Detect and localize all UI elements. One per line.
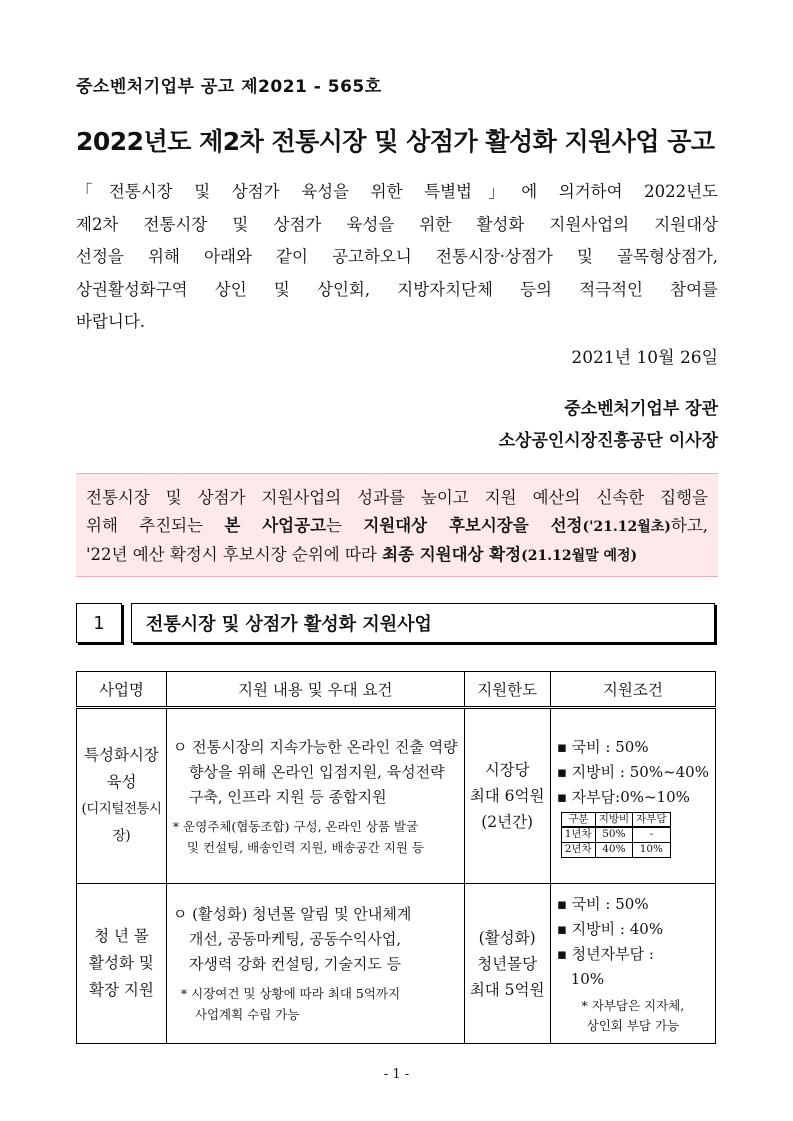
intro-line: 상권활성화구역 상인 및 상인회, 지방자치단체 등의 적극적인 참여를 [76, 279, 718, 299]
intro-line: 바랍니다. [76, 312, 146, 331]
highlight-notice-box [76, 473, 718, 577]
highlight-line: 전통시장 및 상점가 지원사업의 성과를 높이고 지원 예산의 신속한 집행을 [86, 488, 708, 507]
content-line: 자생력 강화 컨설팅, 기술지도 등 [188, 955, 402, 973]
content-note-line: 및 컨설팅, 배송인력 지원, 배송공간 지원 등 [186, 839, 424, 855]
program-name-cell [77, 708, 167, 884]
cost-share-mini-table [561, 812, 671, 858]
intro-line: 선정을 위해 아래와 같이 공고하오니 전통시장·상점가 및 골목형상점가, [76, 247, 718, 266]
highlight-text: '22년 예산 확정시 후보시장 순위에 따라 [86, 545, 383, 564]
condition-note-line: 상인회 부담 가능 [586, 1017, 680, 1033]
mini-cell: 2년차 [561, 842, 595, 857]
limit-line: (활성화) [478, 928, 536, 947]
section-number: 1 [76, 603, 122, 643]
limit-line: 최대 5억원 [469, 980, 545, 999]
highlight-bold-text: 본 사업공고 [224, 516, 327, 535]
header-content: 지원 내용 및 우대 요건 [166, 672, 464, 708]
condition-line: ▪ 국비 : 50% [556, 737, 649, 756]
table-row [77, 884, 716, 1044]
content-note-line: * 시장여건 및 상황에 따라 최대 5억까지 [180, 986, 401, 1001]
limit-line: 청년몰당 [477, 954, 538, 973]
support-program-table [76, 671, 716, 1044]
program-conditions-cell [550, 884, 715, 1044]
highlight-bold-text: 지원대상 후보시장을 선정 [363, 516, 583, 535]
condition-line: ▪ 청년자부담 : [556, 944, 654, 963]
program-name-line: 청 년 몰 [94, 927, 149, 945]
header-program-name: 사업명 [77, 672, 167, 708]
header-limit: 지원한도 [464, 672, 550, 708]
content-line: 구축, 인프라 지원 등 종합지원 [188, 787, 387, 806]
signatory-agency-head: 소상공인시장진흥공단 이사장 [498, 431, 718, 451]
content-line: 향상을 위해 온라인 입점지원, 육성전략 [188, 762, 445, 781]
mini-cell: 1년차 [561, 827, 595, 842]
condition-line: 10% [570, 969, 605, 988]
content-note-line: 사업계획 수립 가능 [194, 1007, 300, 1022]
condition-line: ▪ 지방비 : 50%~40% [556, 762, 709, 781]
program-name-line: 확장 지원 [89, 981, 154, 999]
intro-line: 「전통시장 및 상점가 육성을 위한 특별법」에 의거하여 2022년도 [76, 182, 718, 201]
program-name-line: (디지털전통시장) [81, 801, 162, 844]
table-header-row [77, 672, 716, 708]
content-line: ㅇ 전통시장의 지속가능한 온라인 진출 역량 [172, 737, 458, 756]
highlight-bold-text: (21.12월말 예정) [521, 548, 638, 564]
table-row [77, 708, 716, 884]
program-content-cell [166, 884, 464, 1044]
limit-line: 시장당 [484, 761, 530, 779]
signatory-minister: 중소벤처기업부 장관 [564, 399, 718, 419]
publication-date: 2021년 10월 26일 [571, 348, 718, 368]
limit-line: 최대 6억원 [469, 787, 545, 805]
program-limit-cell [464, 884, 550, 1044]
document-title: 2022년도 제2차 전통시장 및 상점가 활성화 지원사업 공고 [76, 127, 715, 156]
mini-cell: - [633, 827, 670, 842]
content-note-line: * 운영주체(협동조합) 구성, 온라인 상품 발굴 [172, 818, 419, 834]
highlight-text: 하고, [670, 516, 708, 535]
condition-line: ▪ 자부담:0%~10% [556, 787, 690, 806]
mini-cell: 지방비 [595, 812, 632, 827]
program-limit-cell [464, 708, 550, 884]
condition-line: ▪ 지방비 : 40% [556, 919, 664, 938]
page-number: - 1 - [383, 1067, 410, 1082]
content-line: ㅇ (활성화) 청년몰 알림 및 안내체계 [172, 905, 412, 923]
mini-cell: 10% [633, 842, 670, 857]
notice-number: 중소벤처기업부 공고 제2021 - 565호 [76, 77, 382, 97]
mini-cell: 자부담 [633, 812, 670, 827]
highlight-line [86, 512, 708, 541]
mini-cell: 40% [595, 842, 632, 857]
mini-cell: 구분 [561, 812, 595, 827]
program-conditions-cell [550, 708, 715, 884]
program-name-cell [77, 884, 167, 1044]
condition-line: ▪ 국비 : 50% [556, 894, 649, 913]
highlight-bold-text: ('21.12월초) [582, 519, 671, 535]
highlight-line [86, 541, 708, 570]
program-name-line: 특성화시장 [84, 746, 159, 764]
highlight-text: 위해 추진되는 [86, 516, 225, 535]
content-line: 개선, 공동마케팅, 공동수익사업, [188, 930, 402, 948]
highlight-bold-text: 최종 지원대상 확정 [382, 545, 522, 564]
condition-note-line: * 자부담은 지자체, [581, 997, 685, 1013]
header-conditions: 지원조건 [550, 672, 715, 708]
program-content-cell [166, 708, 464, 884]
intro-paragraph [76, 176, 718, 339]
mini-cell: 50% [595, 827, 632, 842]
program-name-line: 활성화 및 [89, 954, 154, 972]
highlight-text: 는 [326, 516, 364, 535]
program-name-line: 육성 [106, 773, 137, 791]
section-title: 전통시장 및 상점가 활성화 지원사업 [131, 603, 715, 643]
limit-line: (2년간) [481, 813, 534, 831]
intro-line: 제2차 전통시장 및 상점가 육성을 위한 활성화 지원사업의 지원대상 [76, 214, 718, 234]
